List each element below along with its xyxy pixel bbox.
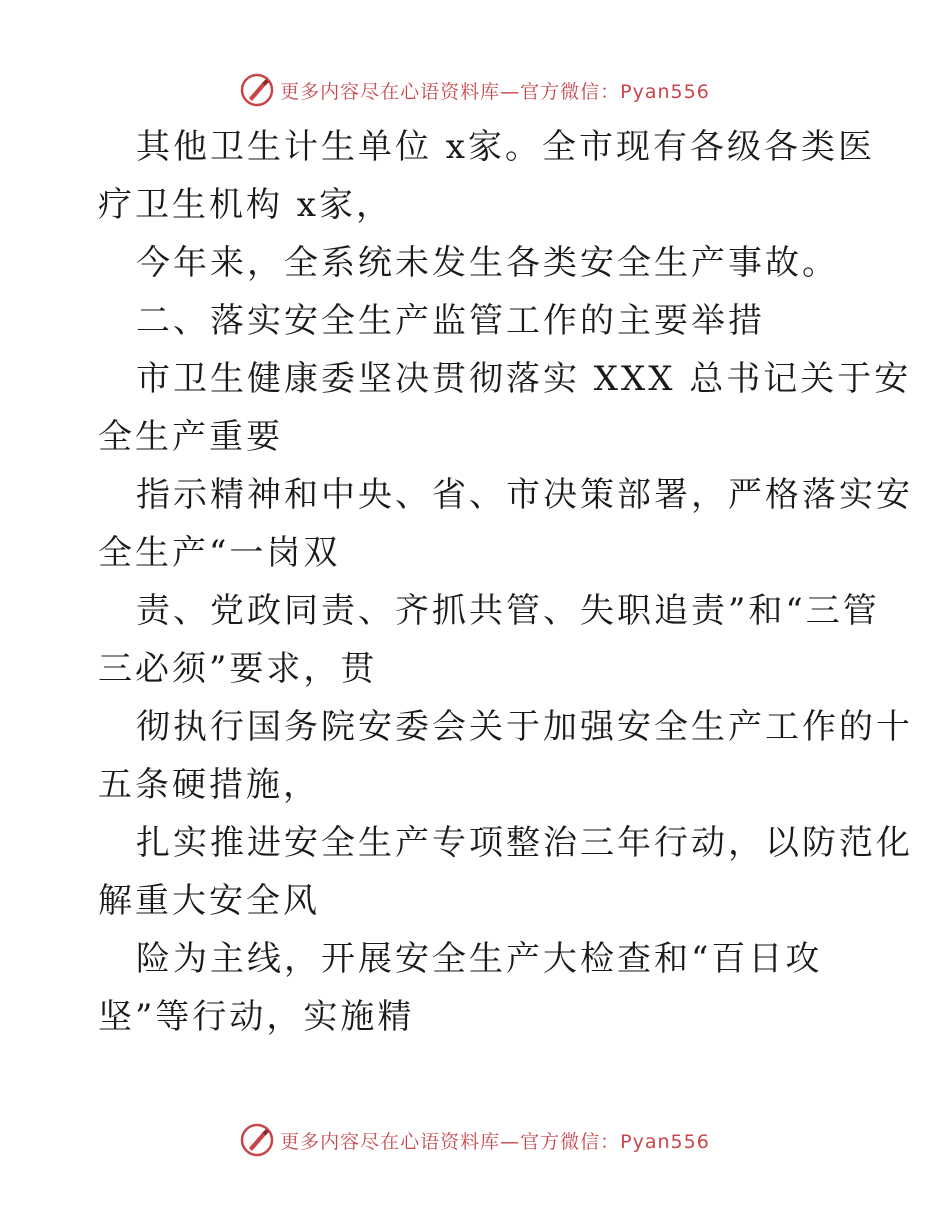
body-text-line: 五条硬措施，	[98, 765, 320, 805]
body-text-line: 二、落实安全生产监管工作的主要举措	[136, 301, 765, 341]
watermark-text: 更多内容尽在心语资料库—官方微信：Pyan556	[280, 80, 710, 103]
body-text-line: 指示精神和中央、省、市决策部署，严格落实安	[136, 475, 913, 515]
body-text-line: 险为主线，开展安全生产大检查和“百日攻	[136, 939, 823, 979]
body-text-line: 彻执行国务院安委会关于加强安全生产工作的十	[136, 707, 913, 747]
body-text-line: 解重大安全风	[98, 881, 320, 921]
body-text-line: 今年来，全系统未发生各类安全生产事故。	[136, 243, 839, 283]
document-body	[98, 118, 913, 1046]
footer-watermark	[0, 1120, 950, 1160]
body-text-line: 三必须”要求，贯	[98, 649, 378, 689]
pen-logo-icon	[240, 1123, 274, 1157]
header-watermark	[0, 70, 950, 110]
body-text-line: 责、党政同责、齐抓共管、失职追责”和“三管	[136, 591, 880, 631]
body-text-line: 其他卫生计生单位 x家。全市现有各级各类医	[136, 127, 875, 167]
body-text-line: 扎实推进安全生产专项整治三年行动，以防范化	[136, 823, 913, 863]
body-text-line: 坚”等行动，实施精	[98, 997, 415, 1037]
body-text-line: 全生产“一岗双	[98, 533, 341, 573]
body-text-line: 疗卫生机构 x家，	[98, 185, 393, 225]
watermark-text: 更多内容尽在心语资料库—官方微信：Pyan556	[280, 1130, 710, 1153]
body-text-line: 全生产重要	[98, 417, 283, 457]
pen-logo-icon	[240, 73, 274, 107]
body-text-line: 市卫生健康委坚决贯彻落实 XXX 总书记关于安	[136, 359, 912, 399]
